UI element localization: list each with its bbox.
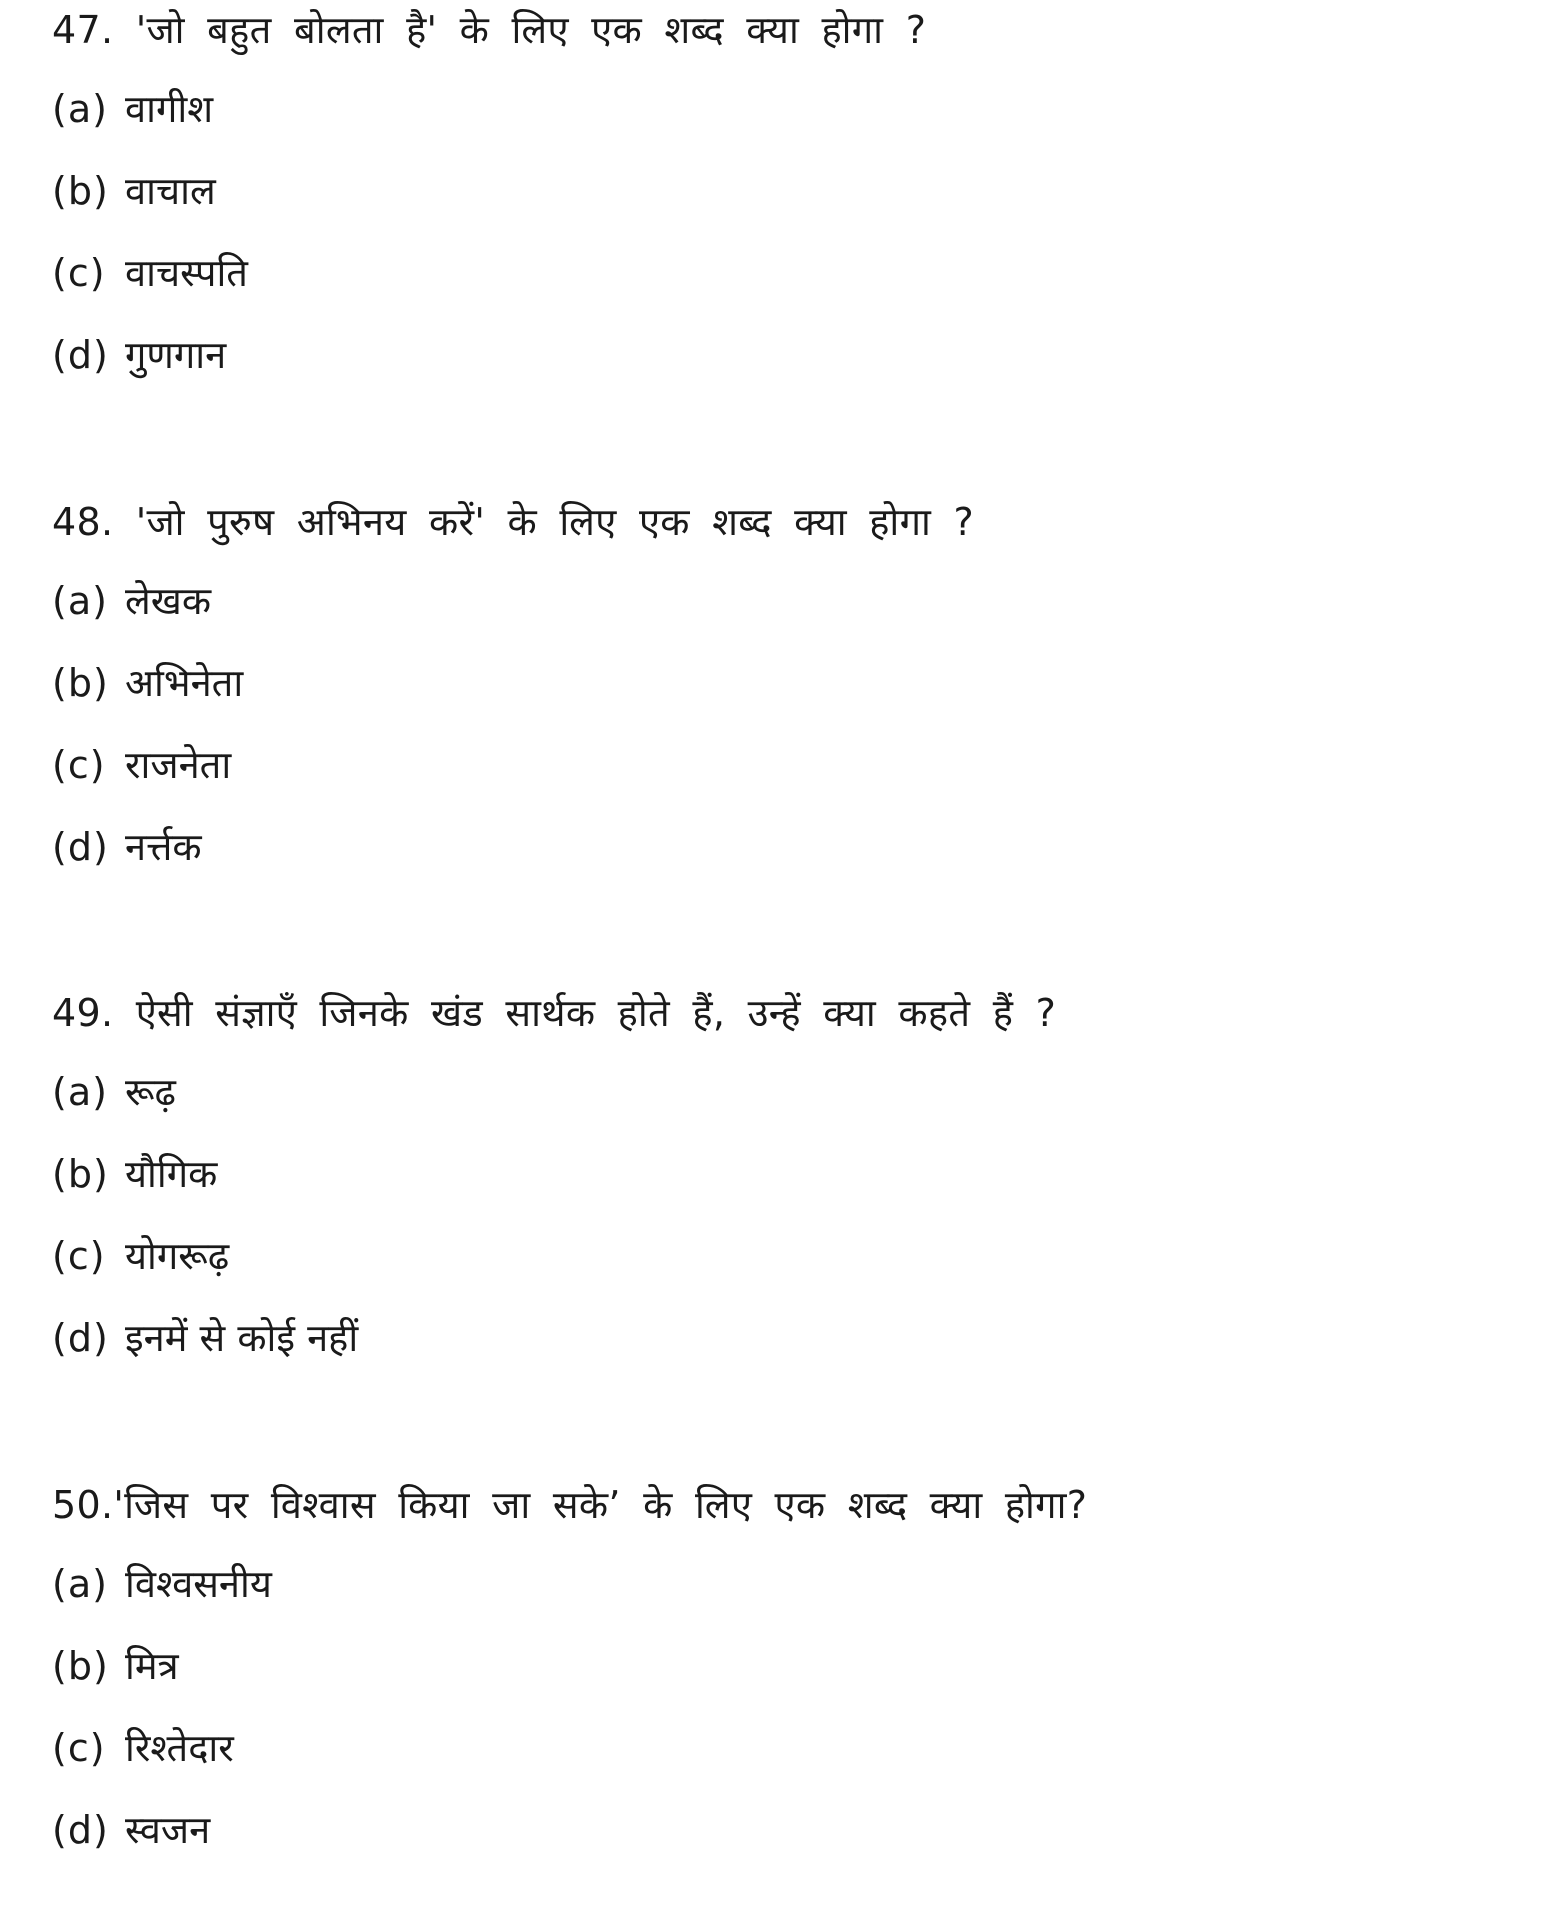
question-block-47	[52, 0, 1492, 396]
option-letter: (d)	[52, 333, 109, 377]
option-text: यौगिक	[125, 1152, 218, 1196]
options-list	[52, 560, 1492, 888]
option-letter: (a)	[52, 579, 108, 623]
options-list	[52, 68, 1492, 396]
option-text: नर्त्तक	[125, 825, 202, 869]
option-text: गुणगान	[125, 333, 227, 377]
option-text: स्वजन	[125, 1808, 211, 1852]
option-b	[52, 642, 1492, 724]
option-letter: (c)	[52, 251, 106, 295]
option-letter: (b)	[52, 169, 109, 213]
options-list	[52, 1543, 1492, 1871]
option-text: विश्वसनीय	[125, 1562, 272, 1606]
options-list	[52, 1051, 1492, 1379]
option-c	[52, 1215, 1492, 1297]
question-text: 50.'जिस पर विश्वास किया जा सके’ के लिए एक शब्द क्या होगा?	[52, 1483, 1088, 1527]
option-a	[52, 68, 1492, 150]
option-text: वागीश	[125, 87, 214, 131]
option-text: वाचस्पति	[125, 251, 248, 295]
option-letter: (b)	[52, 1152, 109, 1196]
option-text: योगरूढ़	[125, 1234, 230, 1278]
option-letter: (a)	[52, 1070, 108, 1114]
option-a	[52, 560, 1492, 642]
option-d	[52, 1297, 1492, 1379]
option-b	[52, 1625, 1492, 1707]
option-b	[52, 150, 1492, 232]
option-text: वाचाल	[125, 169, 216, 213]
option-d	[52, 806, 1492, 888]
option-c	[52, 232, 1492, 314]
option-text: अभिनेता	[125, 661, 244, 705]
option-letter: (c)	[52, 1234, 106, 1278]
option-d	[52, 314, 1492, 396]
option-text: रिश्तेदार	[125, 1726, 234, 1770]
option-d	[52, 1789, 1492, 1871]
option-text: रूढ़	[125, 1070, 176, 1114]
question-text: 47. 'जो बहुत बोलता है' के लिए एक शब्द क्या होगा ?	[52, 8, 927, 52]
question-block-48	[52, 492, 1492, 888]
option-a	[52, 1051, 1492, 1133]
question-text: 49. ऐसी संज्ञाएँ जिनके खंड सार्थक होते हैं, उन्हें क्या कहते हैं ?	[52, 991, 1057, 1035]
option-text: मित्र	[125, 1644, 179, 1688]
option-text: राजनेता	[125, 743, 232, 787]
question-text: 48. 'जो पुरुष अभिनय करें' के लिए एक शब्द क्या होगा ?	[52, 500, 974, 544]
question-block-50	[52, 1475, 1492, 1871]
option-text: लेखक	[125, 579, 212, 623]
option-b	[52, 1133, 1492, 1215]
option-c	[52, 1707, 1492, 1789]
option-a	[52, 1543, 1492, 1625]
option-letter: (a)	[52, 87, 108, 131]
option-text: इनमें से कोई नहीं	[125, 1316, 359, 1360]
option-letter: (d)	[52, 825, 109, 869]
option-letter: (a)	[52, 1562, 108, 1606]
option-letter: (b)	[52, 1644, 109, 1688]
option-letter: (d)	[52, 1808, 109, 1852]
option-letter: (c)	[52, 743, 106, 787]
question-block-49	[52, 983, 1492, 1379]
option-letter: (b)	[52, 661, 109, 705]
option-letter: (d)	[52, 1316, 109, 1360]
option-c	[52, 724, 1492, 806]
option-letter: (c)	[52, 1726, 106, 1770]
